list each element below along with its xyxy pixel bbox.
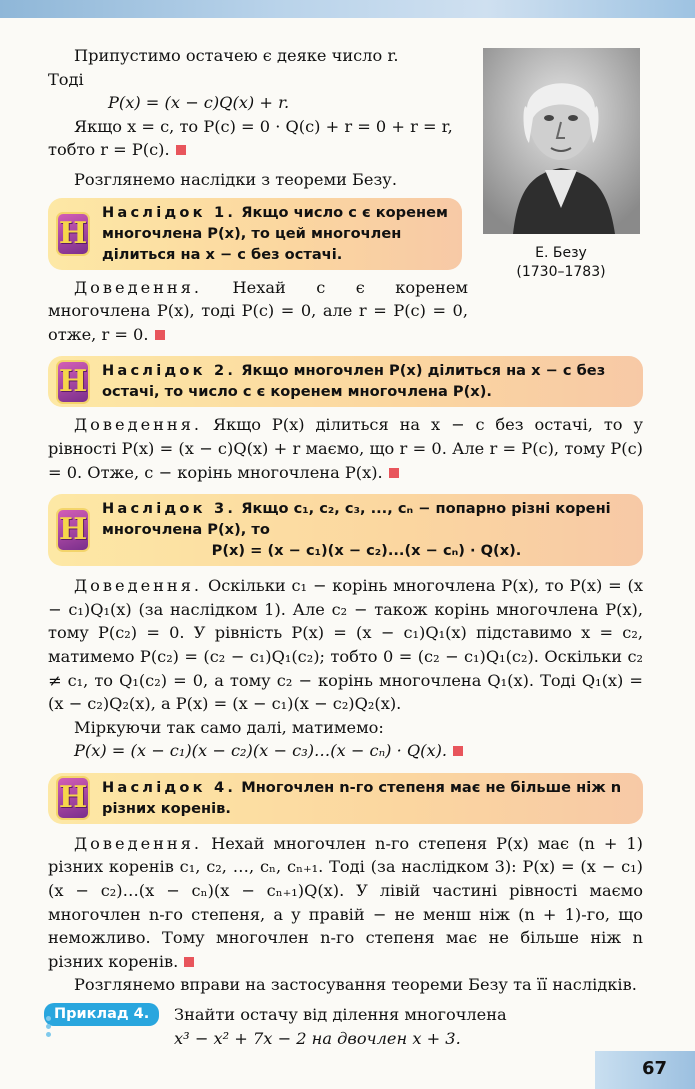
page-number: 67 [641,1058,667,1079]
corollary-2-label: Наслідок 2. [102,362,237,380]
example-4-text2: x³ − x² + 7x − 2 на двочлен x + 3. [174,1028,461,1048]
corollary-3-formula: P(x) = (x − c₁)(x − c₂)...(x − cₙ) · Q(x). [211,542,522,560]
proof-3-formula: P(x) = (x − c₁)(x − c₂)(x − c₃)…(x − cₙ) · Q(x). [74,741,448,761]
formula-division: P(x) = (x − c)Q(x) + r. [108,93,290,113]
corollary-1-label: Наслідок 1. [102,203,237,221]
page-content [48,44,643,1050]
page-number-tab [595,1051,695,1089]
proof-3-label: Доведення. [74,576,203,596]
proof-3 [48,574,643,716]
end-of-proof-mark [176,145,186,155]
corollary-1-text: Якщо число c є коренем многочлена P(x), то цей многочлен ділиться на x − c без остачі. [102,203,448,263]
para-if-line2-wrap [48,138,468,162]
proof-1-text: Нехай c є коренем многочлена P(x), тоді P(c) = 0, але r = P(c) = 0, отже, r = 0. [48,277,468,344]
corollary-1-box [48,198,462,270]
caption-years: (1730–1783) [516,264,606,280]
corollary-4-text: Многочлен n-го степеня має не більше ніж n різних коренів. [102,778,622,817]
corollary-4-label: Наслідок 4. [102,778,237,796]
proof-2-label: Доведення. [74,415,203,435]
para-remainder-line2: Тоді [48,69,84,89]
example-4 [48,1003,643,1050]
end-of-proof-mark [155,330,165,340]
caption-name: Е. Безу [535,245,587,261]
end-of-proof-mark [184,957,194,967]
para-if-line1: Якщо x = c, то P(c) = 0 · Q(c) + r = 0 + r = r, [74,116,453,136]
corollary-4-box [48,773,643,824]
proof-4-text: Нехай многочлен n-го степеня P(x) має (n + 1) різних коренів c₁, c₂, …, cₙ, cₙ₊₁. Тоді (за наслідком 3): P(x) = (x − c₁)(x − c₂)…(x − cₙ)(x − cₙ₊₁)Q(x). У лівій частині рівності маємо многочлен n-го степеня, а у правій − не менш ніж (n + 1)-го, що неможливо. Тому многочлен n-го степеня має не більше ніж n різних коренів. [48,833,643,971]
para-remainder-line1: Припустимо остачею є деяке число r. [74,46,399,65]
corollary-h-icon: Н [56,776,90,820]
end-of-proof-mark [453,746,463,756]
para-if-line2: тобто r = P(c). [48,140,170,160]
corollary-3-label: Наслідок 3. [102,500,237,518]
proof-4-label: Доведення. [74,833,203,853]
corollary-2-box [48,356,643,407]
example-dots-decor [46,1016,52,1040]
proof-3-formula-wrap [48,739,643,763]
para-exercises: Розглянемо вправи на застосування теореми Безу та її наслідків. [74,975,637,995]
para-consider: Розглянемо наслідки з теореми Безу. [74,169,397,189]
corollary-h-icon: Н [56,508,90,552]
proof-1-label: Доведення. [74,277,203,297]
example-4-badge: Приклад 4. [44,1003,159,1026]
top-decor-band [0,0,695,18]
proof-2-text: Якщо P(x) ділиться на x − c без остачі, то у рівності P(x) = (x − c)Q(x) + r маємо, що r = 0. Але r = P(c), тому P(c) = 0. Отже, c − корінь многочлена P(x). [48,415,643,482]
corollary-h-icon: Н [56,360,90,404]
end-of-proof-mark [389,468,399,478]
proof-3-text2: Міркуючи так само далі, матимемо: [74,717,384,737]
corollary-2-text: Якщо многочлен P(x) ділиться на x − c без остачі, то число c є коренем многочлена P(x). [102,362,606,401]
example-4-text1: Знайти остачу від ділення многочлена [174,1005,507,1025]
proof-4 [48,832,643,974]
proof-1 [48,276,468,347]
corollary-h-icon: Н [56,212,90,256]
corollary-3-text: Якщо c₁, c₂, c₃, ..., cₙ − попарно різні корені многочлена P(x), то [102,500,611,539]
proof-2 [48,413,643,484]
proof-3-text: Оскільки c₁ − корінь многочлена P(x), то P(x) = (x − c₁)Q₁(x) (за наслідком 1). Але c₂ − також корінь многочлена P(x), тому P(c₂) = 0. У рівність P(x) = (x − c₁)Q₁(x) підставимо x = c₂, матимемо P(c₂) = (c₂ − c₁)Q₁(c₂); тобто 0 = (c₂ − c₁)Q₁(c₂). Оскільки c₂ ≠ c₁, то Q₁(c₂) = 0, а тому c₂ − корінь многочлена Q₁(x). Тоді Q₁(x) = (x − c₂)Q₂(x), а P(x) = (x − c₁)(x − c₂)Q₂(x). [48,576,643,714]
corollary-3-box [48,494,643,566]
intro-column [48,44,468,346]
